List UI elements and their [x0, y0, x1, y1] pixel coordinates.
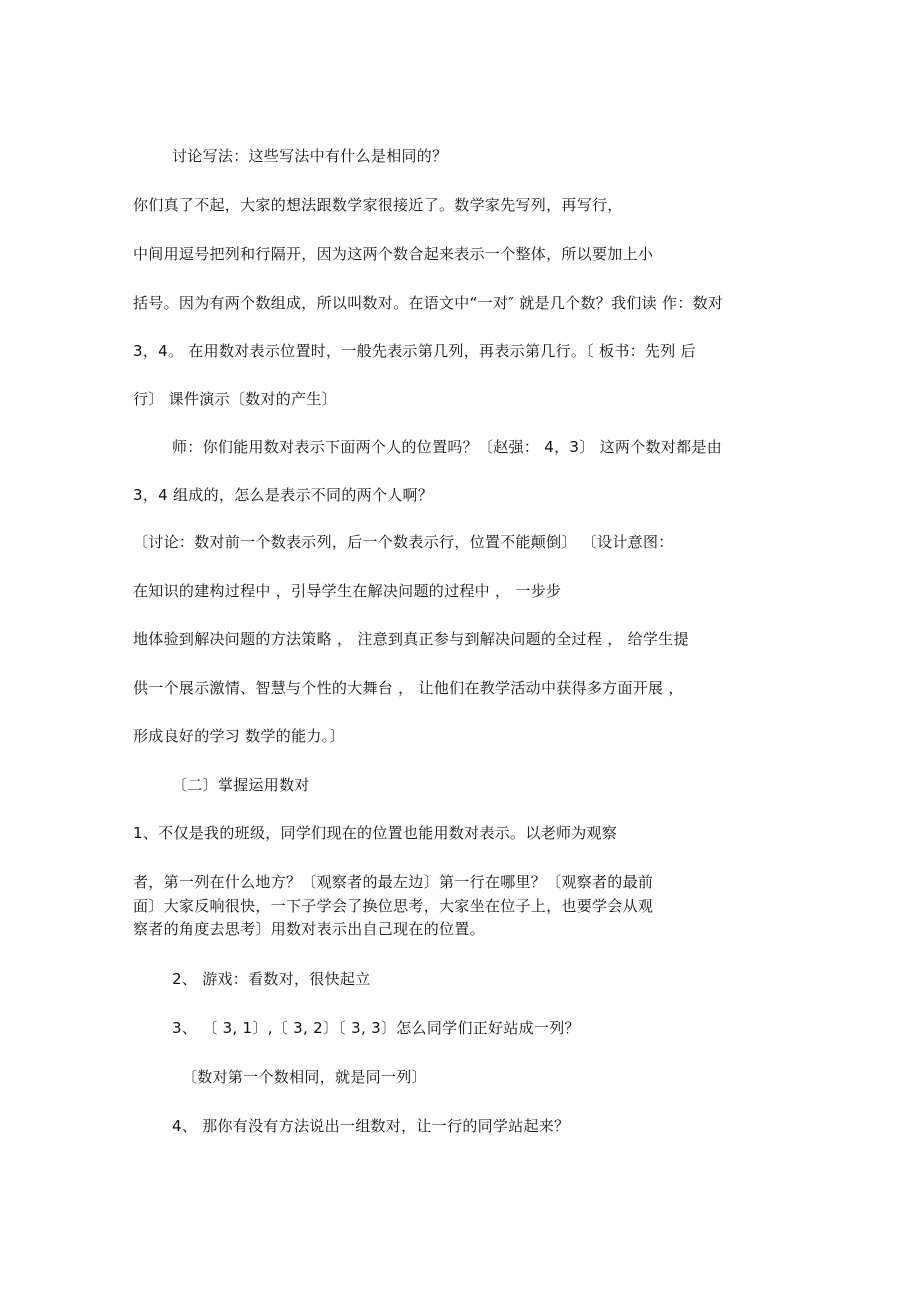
text-line-21: 〔数对第一个数相同，就是同一列〕 [182, 1068, 427, 1086]
text-line-10: 在知识的建构过程中 ，引导学生在解决问题的过程中 ， 一步步 [133, 582, 562, 600]
text-line-20: 3、 〔 3, 1〕,〔 3, 2〕〔 3, 3〕怎么同学们正好站成一列？ [172, 1019, 580, 1037]
text-line-12: 供一个展示激情、智慧与个性的大舞台 ， 让他们在教学活动中获得多方面开展 ， [133, 679, 684, 697]
text-line-17: 面〕大家反响很快，一下子学会了换位思考，大家坐在位子上，也要学会从观 [133, 897, 654, 915]
text-line-19: 2、 游戏：看数对，很快起立 [172, 970, 371, 988]
text-line-9: 〔讨论：数对前一个数表示列，后一个数表示行，位置不能颠倒〕 〔设计意图： [133, 533, 674, 551]
text-line-18: 察者的角度去思考〕用数对表示出自己现在的位置。 [133, 920, 485, 938]
text-line-7: 师：你们能用数对表示下面两个人的位置吗？〔赵强： 4，3〕 这两个数对都是由 [172, 438, 723, 456]
text-line-2: 你们真了不起，大家的想法跟数学家很接近了。数学家先写列，再写行， [133, 196, 623, 214]
text-line-4: 括号。因为有两个数组成，所以叫数对。在语文中“一对″ 就是几个数？我们读 作：数对 [133, 294, 724, 312]
text-line-15: 1、不仅是我的班级，同学们现在的位置也能用数对表示。以老师为观察 [133, 824, 618, 842]
text-line-11: 地体验到解决问题的方法策略 ， 注意到真正参与到解决问题的全过程 ， 给学生提 [133, 630, 689, 648]
text-line-5: 3，4。 在用数对表示位置时，一般先表示第几列，再表示第几行。〔 板书：先列 后 [133, 342, 696, 360]
text-line-13: 形成良好的学习 数学的能力。〕 [133, 727, 345, 745]
text-line-16: 者，第一列在什么地方？〔观察者的最左边〕第一行在哪里？〔观察者的最前 [133, 873, 654, 891]
text-line-1: 讨论写法：这些写法中有什么是相同的？ [172, 147, 448, 165]
text-line-8: 3，4 组成的，怎么是表示不同的两个人啊？ [133, 486, 434, 504]
text-line-22: 4、 那你有没有方法说出一组数对，让一行的同学站起来？ [172, 1117, 570, 1135]
text-line-3: 中间用逗号把列和行隔开，因为这两个数合起来表示一个整体，所以要加上小 [133, 245, 654, 263]
text-line-6: 行〕 课件演示〔数对的产生〕 [133, 390, 337, 408]
section-heading: 〔二〕掌握运用数对 [172, 776, 310, 794]
